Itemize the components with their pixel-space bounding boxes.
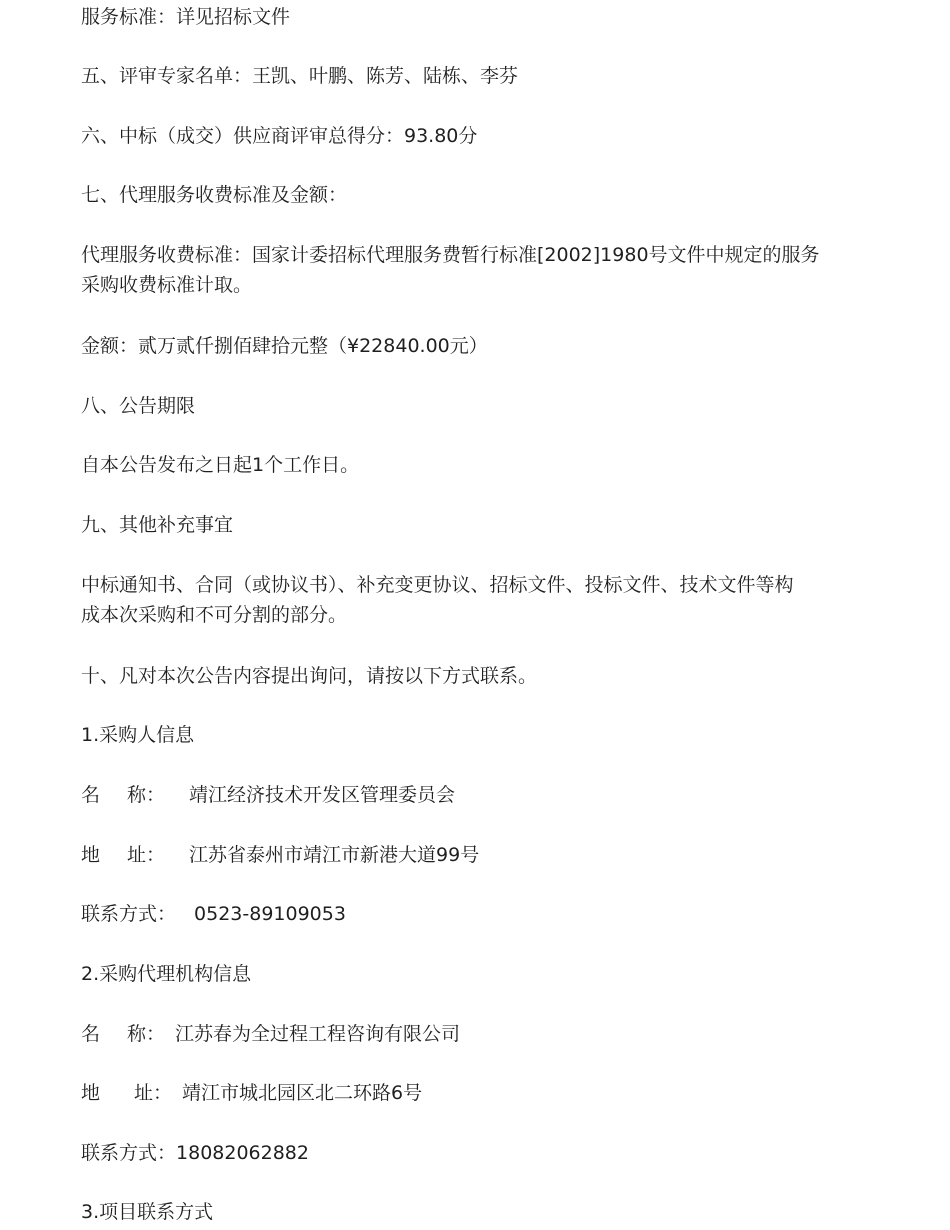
agency-address-label-2: 址： [134, 1082, 173, 1104]
purchaser-contact-label: 联系方式： [81, 903, 177, 925]
purchaser-name-label-2: 称： [127, 784, 166, 806]
agency-address-label-1: 地 [81, 1082, 101, 1104]
project-contact-heading: 3.项目联系方式 [81, 1201, 214, 1223]
fee-standard-line-2: 采购收费标准计取。 [81, 274, 253, 296]
purchaser-heading: 1.采购人信息 [81, 724, 195, 746]
agency-name-label-1: 名 [81, 1023, 101, 1045]
section-9-heading: 九、其他补充事宜 [81, 514, 234, 536]
agency-contact-value: 18082062882 [176, 1142, 309, 1164]
purchaser-address-label-1: 地 [81, 844, 101, 866]
purchaser-address-label-2: 址： [127, 844, 166, 866]
section-10-heading: 十、凡对本次公告内容提出询问，请按以下方式联系。 [81, 665, 538, 687]
fee-standard-line-1: 代理服务收费标准：国家计委招标代理服务费暂行标准[2002]1980号文件中规定的服务 [81, 244, 820, 266]
notice-period: 自本公告发布之日起1个工作日。 [81, 454, 360, 476]
supplement-paragraph [81, 570, 881, 630]
purchaser-address-value: 江苏省泰州市靖江市新港大道99号 [189, 844, 480, 866]
purchaser-contact-row [81, 899, 346, 929]
agency-name-value: 江苏春为全过程工程咨询有限公司 [175, 1023, 461, 1045]
fee-standard-paragraph [81, 240, 881, 300]
agency-contact-row [81, 1138, 309, 1168]
agency-name-label-2: 称： [127, 1023, 166, 1045]
agency-address-row [81, 1078, 422, 1108]
section-7-heading: 七、代理服务收费标准及金额： [81, 184, 348, 206]
section-5-expert-list: 五、评审专家名单：王凯、叶鹏、陈芳、陆栋、李芬 [81, 65, 519, 87]
agency-heading: 2.采购代理机构信息 [81, 963, 252, 985]
purchaser-address-row [81, 840, 479, 870]
purchaser-name-label-1: 名 [81, 784, 101, 806]
fee-amount: 金额：贰万贰仟捌佰肆拾元整（¥22840.00元） [81, 335, 488, 357]
agency-name-row [81, 1019, 460, 1049]
purchaser-contact-value: 0523-89109053 [194, 903, 346, 925]
service-standard: 服务标准：详见招标文件 [81, 6, 291, 28]
section-6-total-score: 六、中标（成交）供应商评审总得分：93.80分 [81, 125, 478, 147]
agency-address-value: 靖江市城北园区北二环路6号 [182, 1082, 423, 1104]
purchaser-name-value: 靖江经济技术开发区管理委员会 [189, 784, 456, 806]
agency-contact-label: 联系方式： [81, 1142, 177, 1164]
supplement-line-1: 中标通知书、合同（或协议书）、补充变更协议、招标文件、投标文件、技术文件等构 [81, 574, 794, 596]
section-8-heading: 八、公告期限 [81, 395, 196, 417]
supplement-line-2: 成本次采购和不可分割的部分。 [81, 604, 348, 626]
purchaser-name-row [81, 780, 455, 810]
